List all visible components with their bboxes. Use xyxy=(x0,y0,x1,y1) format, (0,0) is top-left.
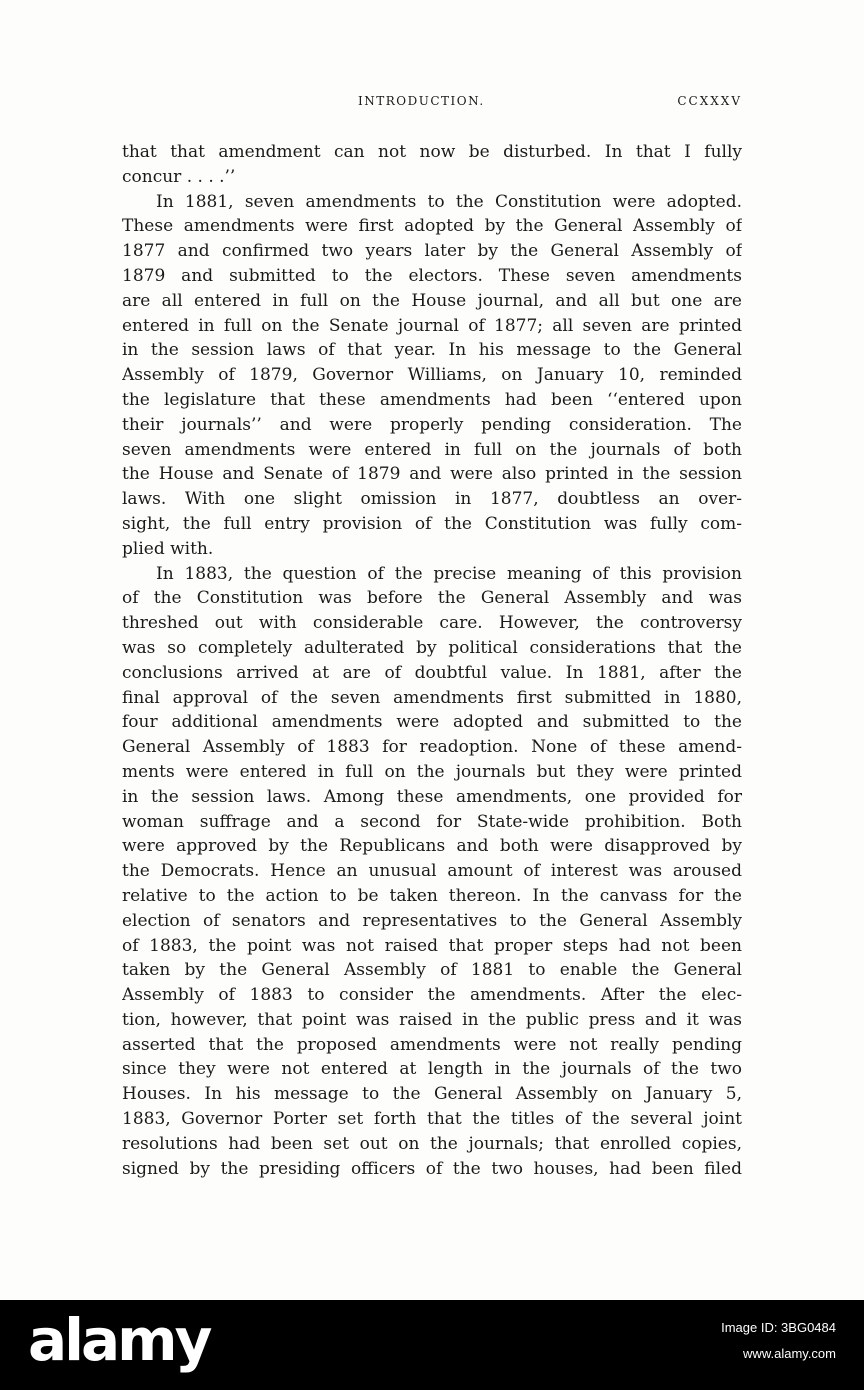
text-line: the legislature that these amendments had been ‘‘entered upon xyxy=(122,389,742,410)
text-line: in the session laws of that year. In his message to the General xyxy=(122,340,742,361)
text-line: that that amendment can not now be disturbed. In that I fully xyxy=(122,142,742,162)
text-line: sight, the full entry provision of the Constitution was fully com- xyxy=(122,513,742,534)
text-line: taken by the General Assembly of 1881 to enable the General xyxy=(122,960,742,981)
text-line: entered in full on the Senate journal of 1877; all seven are printed xyxy=(122,315,742,336)
text-line: election of senators and representatives to the General Assembly xyxy=(122,910,742,931)
body-text xyxy=(122,140,742,1181)
text-line: In 1881, seven amendments to the Constitution were adopted. xyxy=(156,191,742,212)
running-title: INTRODUCTION. xyxy=(358,94,485,108)
text-line: concur . . . .’’ xyxy=(122,166,236,187)
text-line: laws. With one slight omission in 1877, doubtless an over- xyxy=(122,489,742,510)
text-line: their journals’’ and were properly pending consideration. The xyxy=(122,414,742,435)
text-line: was so completely adulterated by political considerations that the xyxy=(122,637,742,658)
page-number: CCXXXV xyxy=(677,94,742,108)
site-url: www.alamy.com xyxy=(743,1346,836,1361)
image-id-label: Image ID: 3BG0484 xyxy=(721,1320,836,1335)
text-line: woman suffrage and a second for State-wide prohibition. Both xyxy=(122,811,742,832)
text-line: Assembly of 1883 to consider the amendments. After the elec- xyxy=(122,985,742,1006)
text-line: of 1883, the point was not raised that proper steps had not been xyxy=(122,935,742,956)
text-line: the House and Senate of 1879 and were also printed in the session xyxy=(122,464,742,485)
text-line: seven amendments were entered in full on the journals of both xyxy=(122,439,742,460)
text-line: tion, however, that point was raised in the public press and it was xyxy=(122,1009,742,1030)
text-line: General Assembly of 1883 for readoption. None of these amend- xyxy=(122,737,742,758)
text-line: since they were not entered at length in the journals of the two xyxy=(122,1059,742,1080)
text-line: the Democrats. Hence an unusual amount of interest was aroused xyxy=(122,861,742,882)
text-line: final approval of the seven amendments first submitted in 1880, xyxy=(122,687,742,708)
text-line: 1879 and submitted to the electors. These seven amendments xyxy=(122,265,742,286)
text-line: 1883, Governor Porter set forth that the titles of the several joint xyxy=(122,1109,742,1130)
alamy-logo: alamy xyxy=(28,1306,210,1374)
text-line: conclusions arrived at are of doubtful value. In 1881, after the xyxy=(122,662,742,683)
text-line: asserted that the proposed amendments were not really pending xyxy=(122,1034,742,1055)
watermark-banner xyxy=(0,1300,864,1390)
text-line: 1877 and confirmed two years later by the General Assembly of xyxy=(122,241,742,262)
text-line: four additional amendments were adopted and submitted to the xyxy=(122,712,742,733)
text-line: resolutions had been set out on the journals; that enrolled copies, xyxy=(122,1133,742,1154)
text-line: relative to the action to be taken thereon. In the canvass for the xyxy=(122,885,742,906)
text-line: Assembly of 1879, Governor Williams, on January 10, reminded xyxy=(122,365,742,386)
running-head xyxy=(122,94,742,114)
text-line: in the session laws. Among these amendments, one provided for xyxy=(122,786,742,807)
text-line: are all entered in full on the House journal, and all but one are xyxy=(122,290,742,311)
text-line: were approved by the Republicans and both were disapproved by xyxy=(122,836,742,857)
text-line: threshed out with considerable care. However, the controversy xyxy=(122,613,742,634)
text-line: signed by the presiding officers of the two houses, had been filed xyxy=(122,1158,742,1179)
text-line: ments were entered in full on the journals but they were printed xyxy=(122,761,742,782)
text-line: Houses. In his message to the General Assembly on January 5, xyxy=(122,1084,742,1105)
text-line: plied with. xyxy=(122,538,214,559)
text-line: of the Constitution was before the General Assembly and was xyxy=(122,588,742,609)
text-line: In 1883, the question of the precise meaning of this provision xyxy=(156,563,742,584)
text-line: These amendments were first adopted by the General Assembly of xyxy=(122,216,742,237)
